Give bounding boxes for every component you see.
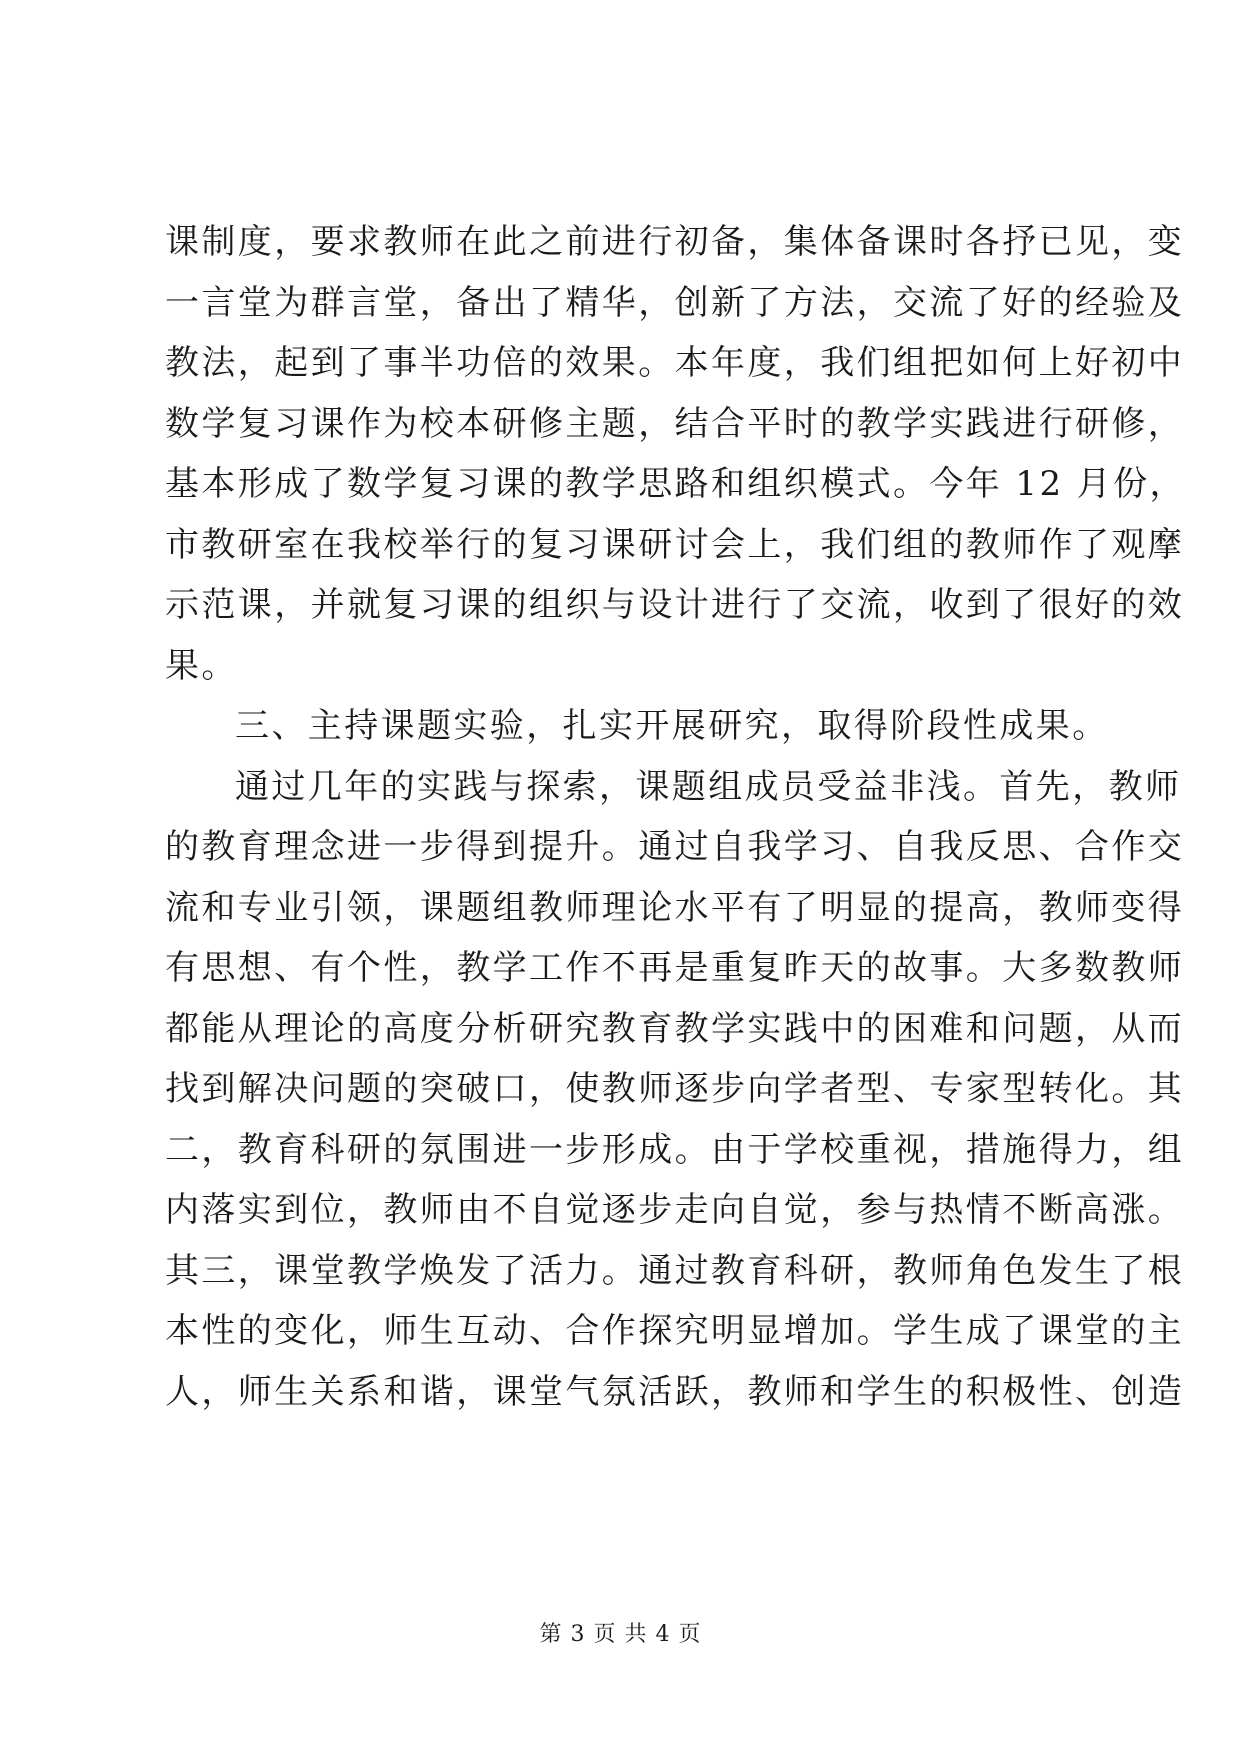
- text-line: 找到解决问题的突破口，使教师逐步向学者型、专家型转化。其: [165, 1069, 1185, 1109]
- text-line: 基本形成了数学复习课的教学思路和组织模式。今年 12 月份，: [165, 464, 1186, 504]
- text-line: 二，教育科研的氛围进一步形成。由于学校重视，措施得力，组: [165, 1129, 1185, 1170]
- text-line: 一言堂为群言堂，备出了精华，创新了方法，交流了好的经验及: [165, 282, 1185, 323]
- text-line: 示范课，并就复习课的组织与设计进行了交流，收到了很好的效: [165, 585, 1185, 625]
- text-line: 有思想、有个性，教学工作不再是重复昨天的故事。大多数教师: [165, 948, 1185, 988]
- text-line: 流和专业引领，课题组教师理论水平有了明显的提高，教师变得: [165, 887, 1185, 928]
- text-line: 其三，课堂教学焕发了活力。通过教育科研，教师角色发生了根: [165, 1250, 1185, 1291]
- text-line: 人，师生关系和谐，课堂气氛活跃，教师和学生的积极性、创造: [165, 1371, 1185, 1412]
- page-number-footer: 第 3 页 共 4 页: [539, 1622, 702, 1647]
- paragraph-first-line: 通过几年的实践与探索，课题组成员受益非浅。首先，教师: [235, 766, 1182, 807]
- text-line: 教法，起到了事半功倍的效果。本年度，我们组把如何上好初中: [165, 343, 1185, 383]
- section-heading: 三、主持课题实验，扎实开展研究，取得阶段性成果。: [235, 706, 1109, 746]
- text-line: 市教研室在我校举行的复习课研讨会上，我们组的教师作了观摩: [165, 524, 1185, 565]
- text-line: 本性的变化，师生互动、合作探究明显增加。学生成了课堂的主: [165, 1311, 1185, 1351]
- body-text: [165, 212, 1186, 1422]
- text-line: 课制度，要求教师在此之前进行初备，集体备课时各抒已见，变: [165, 222, 1185, 262]
- text-line: 数学复习课作为校本研修主题，结合平时的教学实践进行研修，: [165, 403, 1185, 444]
- text-line: 果。: [165, 645, 238, 686]
- text-line: 都能从理论的高度分析研究教育教学实践中的困难和问题，从而: [165, 1008, 1185, 1049]
- text-line: 的教育理念进一步得到提升。通过自我学习、自我反思、合作交: [165, 827, 1185, 867]
- text-line: 内落实到位，教师由不自觉逐步走向自觉，参与热情不断高涨。: [165, 1190, 1185, 1230]
